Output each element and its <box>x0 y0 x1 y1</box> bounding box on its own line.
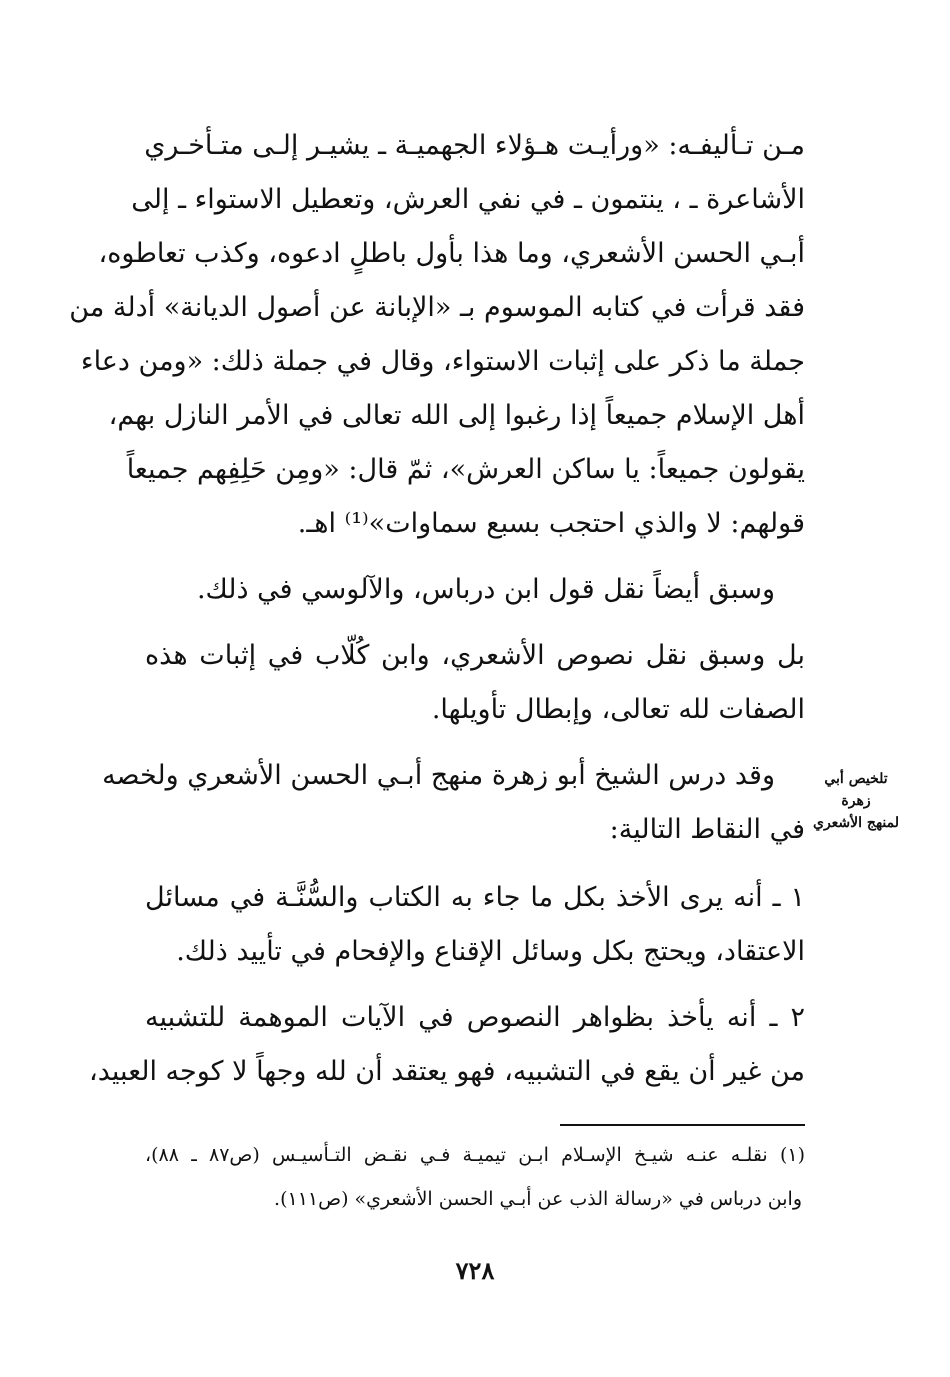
body-line: أهل الإسلام جميعاً إذا رغبوا إلى الله تعالى في الأمر النازل بهم، <box>108 400 805 431</box>
body-line: مـن تـأليفـه: «ورأيـت هـؤلاء الجهميـة ـ يشيـر إلـى متـأخـري <box>144 130 805 161</box>
margin-note-line: لمنهج الأشعري <box>813 815 899 831</box>
body-line: بل وسبق نقل نصوص الأشعري، وابن كُلّاب في إثبات هذه <box>145 640 805 671</box>
body-line: الأشاعرة ـ ، ينتمون ـ في نفي العرش، وتعطيل الاستواء ـ إلى <box>131 184 805 215</box>
footnote-line: (١) نقلـه عنـه شيـخ الإسـلام ابـن تيميـة فـي نقـض التـأسيـس (ص٨٧ ـ ٨٨)، <box>145 1144 805 1166</box>
body-line: وقد درس الشيخ أبو زهرة منهج أبـي الحسن الأشعري ولخصه <box>102 760 775 791</box>
page-number: ٧٢٨ <box>455 1256 495 1285</box>
body-line: الصفات لله تعالى، وإبطال تأويلها. <box>431 694 805 725</box>
body-line: من غير أن يقع في التشبيه، فهو يعتقد أن لله وجهاً لا كوجه العبيد، <box>89 1056 805 1087</box>
body-line: ٢ ـ أنه يأخذ بظواهر النصوص في الآيات الموهمة للتشبيه <box>145 1002 805 1033</box>
body-line: قولهم: لا والذي احتجب بسبع سماوات»⁽¹⁾ اهـ. <box>297 508 805 539</box>
body-line: وسبق أيضاً نقل قول ابن درباس، والآلوسي في ذلك. <box>196 574 775 605</box>
footnote-separator <box>560 1124 805 1126</box>
body-line: فقد قرأت في كتابه الموسوم بـ «الإبانة عن أصول الديانة» أدلة من <box>69 292 805 323</box>
footnote-line: وابن درباس في «رسالة الذب عن أبـي الحسن الأشعري» (ص١١١). <box>274 1188 802 1210</box>
body-line: ١ ـ أنه يرى الأخذ بكل ما جاء به الكتاب والسُّنَّـة في مسائل <box>145 882 805 913</box>
body-line: أبـي الحسن الأشعري، وما هذا بأول باطلٍ ادعوه، وكذب تعاطوه، <box>98 238 805 269</box>
body-line: يقولون جميعاً: يا ساكن العرش»، ثمّ قال: «ومِن حَلِفِهم جميعاً <box>126 454 805 485</box>
body-line: جملة ما ذكر على إثبات الاستواء، وقال في جملة ذلك: «ومن دعاء <box>80 346 805 377</box>
margin-note-line: تلخيص أبي زهرة <box>824 771 888 809</box>
margin-note <box>810 768 902 834</box>
body-line: الاعتقاد، ويحتج بكل وسائل الإقناع والإفحام في تأييد ذلك. <box>176 936 805 967</box>
body-line: في النقاط التالية: <box>609 814 805 845</box>
